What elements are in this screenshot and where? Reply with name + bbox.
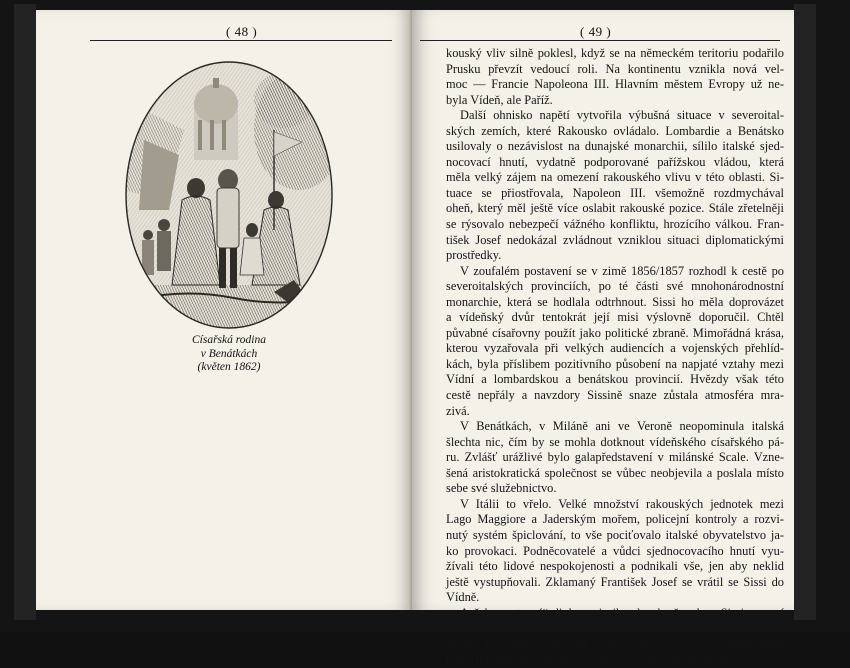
paragraph — [446, 264, 784, 419]
text-line: měla velký zájem na omezení rakouského vlivu v této oblasti. Si- — [446, 170, 784, 185]
text-line: byla Vídeň, ale Paříž. — [446, 92, 553, 107]
text-line: moc — Francie Napoleona III. Hlavním městem Evropy už ne- — [446, 77, 784, 92]
text-line: prostředky. — [446, 248, 502, 263]
text-line: kterou vyzařovala při velkých audiencích a vojenských přehlíd- — [446, 341, 784, 356]
text-line: ko provokaci. Podněcovatelé a vůdci sjednocovacího hnutí vyu- — [446, 543, 784, 558]
text-line: a vídeňský dvůr tentokrát její misi výslovně doporučil. Chtěl — [446, 310, 784, 325]
text-line: V Benátkách, v Miláně ani ve Veroně neopominula italská — [460, 419, 784, 434]
text-line: jen radovala. Každý den, který nemusela strávit ve Vídni, pova- — [446, 621, 784, 636]
text-line: tuace se přiostřovala, Napoleon III. všemožně rozdmychával — [446, 185, 784, 200]
text-line: Další ohnisko napětí vytvořila výbušná situace v severoital- — [460, 108, 784, 123]
text-line: Prusku převzít vedoucí roli. Na kontinentu vznikla nová vel- — [446, 61, 784, 76]
text-line: Vídní a lombardskou a benátskou provincií. Hvězdy však této — [446, 372, 784, 387]
text-line: V Itálii to vřelo. Velké množství rakouských jednotek mezi — [460, 496, 784, 511]
caption-line: Císařská rodina — [191, 334, 266, 346]
left-page — [36, 10, 412, 610]
text-line: Lago Maggiore a Jaderským mořem, policejní kontroly a rozvi- — [446, 512, 784, 527]
paragraph — [446, 46, 784, 108]
paragraph — [446, 497, 784, 606]
text-line: žovala za výhru. Neboť na cestách nebyla vystavena neustálému — [446, 636, 784, 651]
text-line: Vídně. — [446, 590, 480, 605]
header-rule-right — [420, 40, 780, 41]
text-line: šená aristokratická společnost se vůbec neobjevila a poslala místo — [446, 465, 784, 480]
caption-line: (květen 1862) — [197, 361, 261, 373]
book-cover-edge-left — [14, 4, 36, 620]
text-line: Avšak „cestovní“ diplomacie ihned pokračovala a Sissi se z ní — [460, 605, 784, 620]
text-line: nocovací hnutí, vydatně podporované pařížskou vládou, která — [446, 154, 784, 169]
paragraph — [446, 419, 784, 497]
text-line: žívali této lidové nespokojenosti a podnikali vše, jen aby neklid — [446, 559, 784, 574]
body-text — [446, 46, 784, 668]
caption-line: v Benátkách — [200, 347, 258, 360]
text-line: kách, byla příslibem pozitivního působení na napjaté vztahy mezi — [446, 356, 784, 371]
page-number-left: ( 48 ) — [226, 24, 258, 39]
text-line: podezíravému dozoru arcivévodkyně Žofie, nemusela pobývat — [446, 652, 756, 667]
text-line: zivá. — [446, 403, 470, 418]
text-line: ských zemích, které Rakousko ovládalo. Lombardie a Benátsko — [446, 123, 784, 138]
text-line: cestě nepřály a navzdory Sissině snaze zůstala atmosféra mra- — [446, 388, 784, 403]
book-cover-edge-right — [794, 4, 816, 620]
paragraph — [446, 108, 784, 263]
text-line: V zoufalém postavení se v zimě 1856/1857 rozhodl k cestě po — [460, 263, 784, 278]
illustration-caption — [126, 334, 332, 375]
text-line: se rýsovalo nebezpečí vážného konfliktu, hrozícího válkou. Fran- — [446, 217, 784, 232]
header-rule-left — [90, 40, 392, 41]
engraving-illustration — [124, 60, 334, 330]
text-line: tišek Josef nedokázal zvládnout vzniklou situaci diplomatickými — [446, 232, 784, 247]
text-line: kouský vliv silně poklesl, když se na německém teritoriu podařilo — [446, 46, 784, 60]
text-line: usilovaly o nezávislost na dunajské monarchii, sílilo italské sjed- — [446, 139, 784, 154]
text-line: monarchie, která se hodlala odtrhnout. Sissi ho měla doprovázet — [446, 294, 784, 309]
paragraph — [446, 606, 784, 668]
text-line: půvabné císařovny použít jako politické zbraně. Mimořádná krása, — [446, 325, 784, 340]
text-line: sebe své služebnictvo. — [446, 481, 557, 496]
text-line: šlechta nic, čím by se mohla dotknout vídeňského císařského pá- — [446, 434, 784, 449]
right-page — [412, 10, 794, 667]
text-line: nutý systém špiclování, to vše pociťovalo italské obyvatelstvo ja- — [446, 527, 784, 542]
text-line: severoitalských provinciích, po té části své mnohonárodnostní — [446, 279, 784, 294]
text-line: oheň, který měl ještě více oslabit rakouské pozice. Stále zřetelněji — [446, 201, 784, 216]
text-line: ru. Zvlášť urážlivé bylo galapředstavení v milánské Scale. Vzne- — [446, 450, 784, 465]
text-line: ještě vystupňovali. Zklamaný František Josef se vrátil se Sissi do — [446, 574, 784, 589]
page-number-right: ( 49 ) — [580, 24, 612, 39]
